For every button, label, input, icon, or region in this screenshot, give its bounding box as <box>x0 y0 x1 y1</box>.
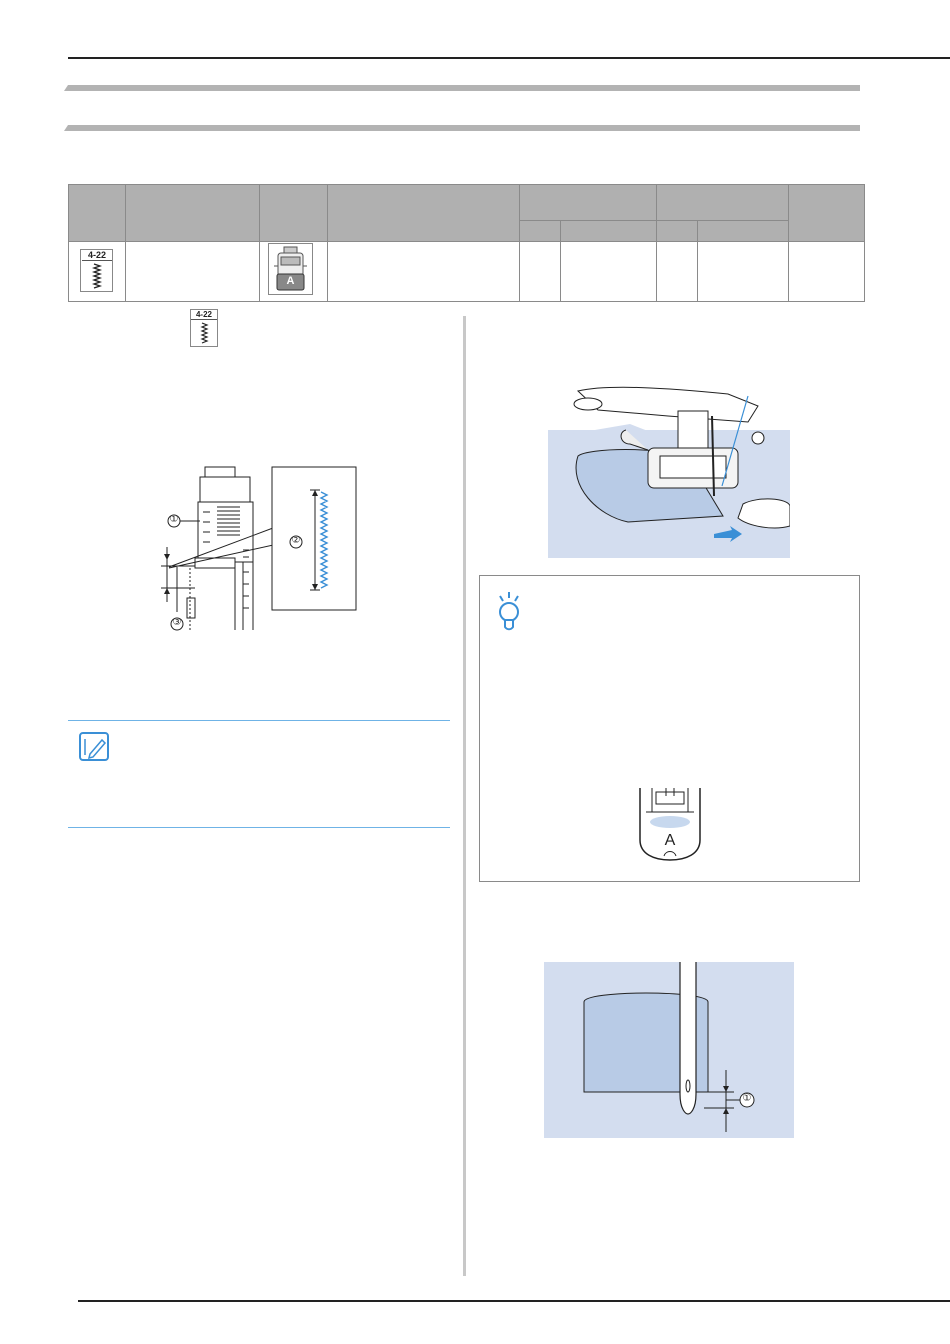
callout-2: ② <box>291 535 301 546</box>
table-cell <box>657 242 698 302</box>
section-subtitle-bar <box>68 125 860 131</box>
section-title-bar <box>68 85 860 91</box>
header-cell <box>789 185 865 242</box>
memo-bottom-rule <box>68 827 450 828</box>
header-cell <box>520 185 657 221</box>
pencil-notebook-icon <box>78 731 112 763</box>
column-divider <box>463 316 466 1276</box>
stitch-pattern-icon <box>80 249 113 292</box>
table-cell <box>328 242 520 302</box>
presser-foot-icon <box>268 243 313 295</box>
presser-foot-letter: A <box>286 275 295 287</box>
top-rule <box>68 57 950 59</box>
needle-callout-1: ① <box>742 1093 752 1104</box>
inline-stitch-pattern-icon <box>190 309 218 347</box>
zigzag-stitch-glyph <box>81 262 112 292</box>
memo-top-rule <box>68 720 450 721</box>
header-cell <box>260 185 328 242</box>
header-cell <box>657 185 789 221</box>
sewing-buttonhole-illustration <box>548 386 790 558</box>
header-subcell <box>698 221 789 242</box>
header-subcell <box>657 221 698 242</box>
lightbulb-icon <box>492 590 526 632</box>
callout-1: ① <box>169 514 179 525</box>
table-cell <box>126 242 260 302</box>
inline-pattern-code: 4-22 <box>191 310 217 320</box>
foot-underside-diagram <box>638 788 702 862</box>
header-subcell <box>561 221 657 242</box>
note-foot-letter: A <box>664 832 676 849</box>
table-cell <box>698 242 789 302</box>
stitch-settings-table <box>68 184 865 302</box>
table-cell <box>561 242 657 302</box>
header-cell <box>69 185 126 242</box>
table-cell <box>520 242 561 302</box>
buttonhole-foot-diagram <box>155 462 365 632</box>
pattern-code: 4-22 <box>82 250 112 261</box>
bottom-rule <box>78 1300 950 1302</box>
callout-3: ③ <box>172 617 182 628</box>
header-subcell <box>520 221 561 242</box>
zigzag-stitch-glyph <box>191 321 217 347</box>
header-cell <box>126 185 260 242</box>
table-cell <box>789 242 865 302</box>
needle-position-diagram <box>544 962 794 1138</box>
header-cell <box>328 185 520 242</box>
